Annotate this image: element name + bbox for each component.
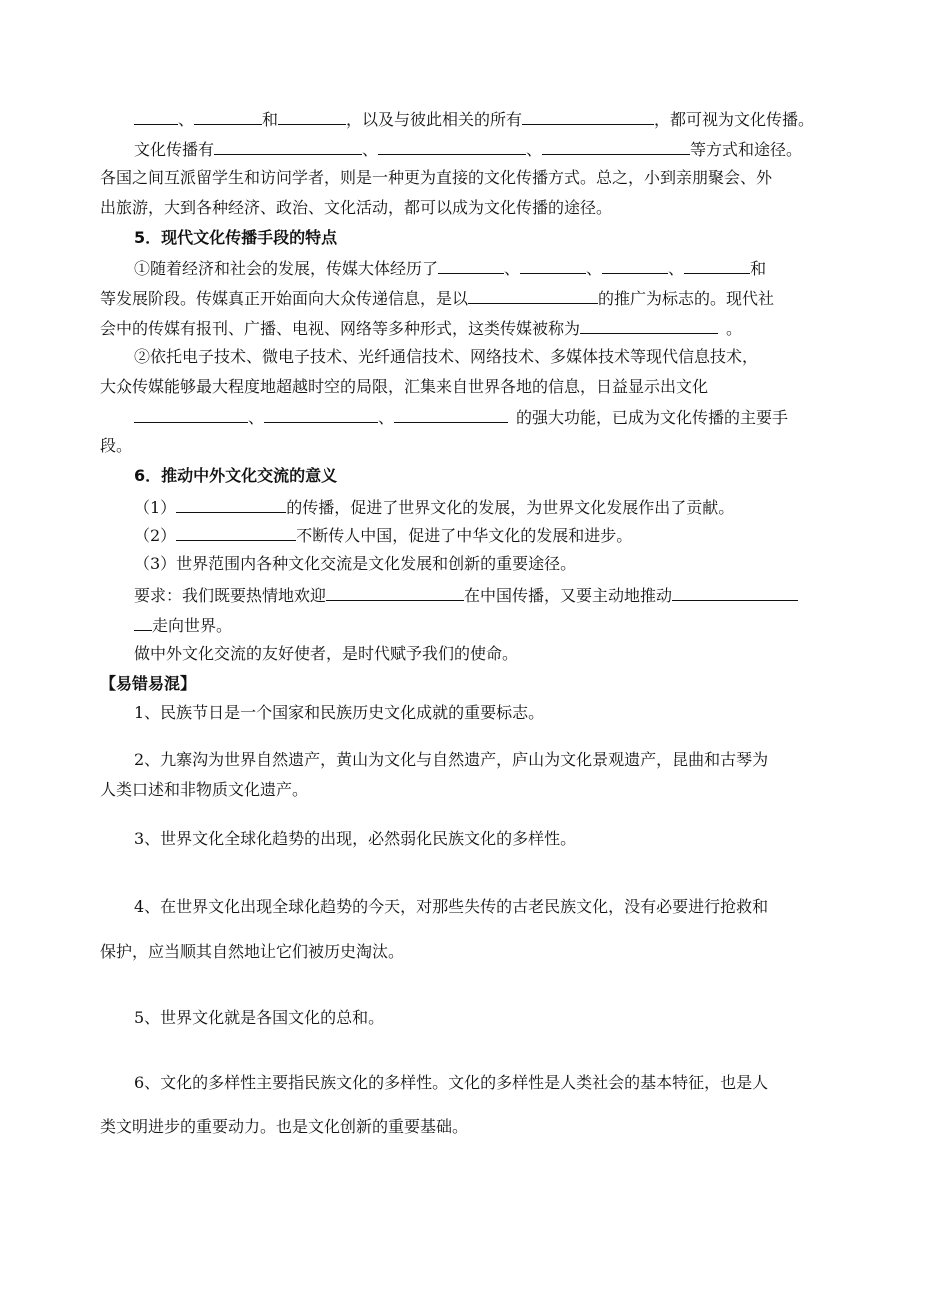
blank[interactable] (134, 108, 178, 125)
blank[interactable] (176, 524, 296, 541)
numbered-item: （2） 不断传人中国，促进了中华文化的发展和进步。 (134, 526, 633, 545)
blank[interactable] (520, 257, 586, 274)
numbered-item: （3）世界范围内各种文化交流是文化发展和创新的重要途径。 (134, 554, 577, 573)
fill-line: 等发展阶段。传媒真正开始面向大众传递信息，是以 的推广为标志的。现代社 (100, 289, 775, 308)
blank[interactable] (278, 108, 346, 125)
section-heading: 6．推动中外文化交流的意义 (134, 466, 338, 485)
blank[interactable] (134, 406, 248, 423)
blank[interactable] (394, 406, 508, 423)
fill-line-1: 、 和 ，以及与彼此相关的所有 ，都可视为文化传播。 (134, 108, 814, 130)
fill-line: ①随着经济和社会的发展，传媒大体经历了 、 、 、 和 (134, 259, 767, 278)
paragraph-line: ②依托电子技术、微电子技术、光纤通信技术、网络技术、多媒体技术等现代信息技术， (134, 347, 759, 366)
list-item: 5、世界文化就是各国文化的总和。 (134, 1008, 385, 1027)
blank[interactable] (214, 138, 362, 155)
fill-line: 要求：我们既要热情地欢迎 在中国传播，又要主动地推动 (134, 584, 798, 606)
blank[interactable] (602, 257, 668, 274)
blank[interactable] (264, 406, 378, 423)
paragraph-line: 出旅游，大到各种经济、政治、文化活动，都可以成为文化传播的途径。 (100, 198, 613, 217)
section-heading: 【易错易混】 (100, 674, 197, 693)
section-heading: 5．现代文化传播手段的特点 (134, 228, 338, 247)
paragraph-line: 各国之间互派留学生和访问学者，则是一种更为直接的文化传播方式。总之，小到亲朋聚会、外 (100, 168, 773, 187)
blank[interactable] (672, 584, 798, 601)
list-item: 3、世界文化全球化趋势的出现，必然弱化民族文化的多样性。 (134, 829, 577, 848)
blank[interactable] (378, 138, 526, 155)
list-item: 6、文化的多样性主要指民族文化的多样性。文化的多样性是人类社会的基本特征，也是人 (134, 1073, 769, 1092)
list-item-continuation: 保护，应当顺其自然地让它们被历史淘汰。 (100, 942, 405, 961)
blank[interactable] (176, 496, 286, 513)
blank[interactable] (326, 584, 464, 601)
fill-line: 、 、 的强大功能，已成为文化传播的主要手 (134, 406, 788, 428)
list-item-continuation: 人类口述和非物质文化遗产。 (100, 780, 309, 799)
blank[interactable] (468, 287, 598, 304)
list-item: 2、九寨沟为世界自然遗产，黄山为文化与自然遗产，庐山为文化景观遗产，昆曲和古琴为 (134, 750, 769, 769)
numbered-item: （1） 的传播，促进了世界文化的发展，为世界文化发展作出了贡献。 (134, 498, 735, 517)
paragraph-line: 做中外文化交流的友好使者，是时代赋予我们的使命。 (134, 644, 519, 663)
blank[interactable] (542, 138, 690, 155)
list-item: 1、民族节日是一个国家和民族历史文化成就的重要标志。 (134, 703, 545, 722)
blank[interactable] (684, 257, 750, 274)
blank[interactable] (194, 108, 262, 125)
blank[interactable] (438, 257, 504, 274)
fill-line: 会中的传媒有报刊、广播、电视、网络等多种形式，这类传媒被称为 。 (100, 319, 743, 338)
list-item: 4、在世界文化出现全球化趋势的今天，对那些失传的古老民族文化，没有必要进行抢救和 (134, 897, 769, 916)
fill-line: 走向世界。 (134, 614, 232, 636)
fill-line-2: 文化传播有 、 、 等方式和途径。 (134, 140, 803, 159)
list-item-continuation: 类文明进步的重要动力。也是文化创新的重要基础。 (100, 1117, 469, 1136)
paragraph-line: 大众传媒能够最大程度地超越时空的局限，汇集来自世界各地的信息，日益显示出文化 (100, 377, 709, 396)
blank[interactable] (580, 317, 718, 334)
paragraph-line: 段。 (100, 436, 133, 455)
blank[interactable] (522, 108, 654, 125)
blank[interactable] (134, 614, 152, 631)
